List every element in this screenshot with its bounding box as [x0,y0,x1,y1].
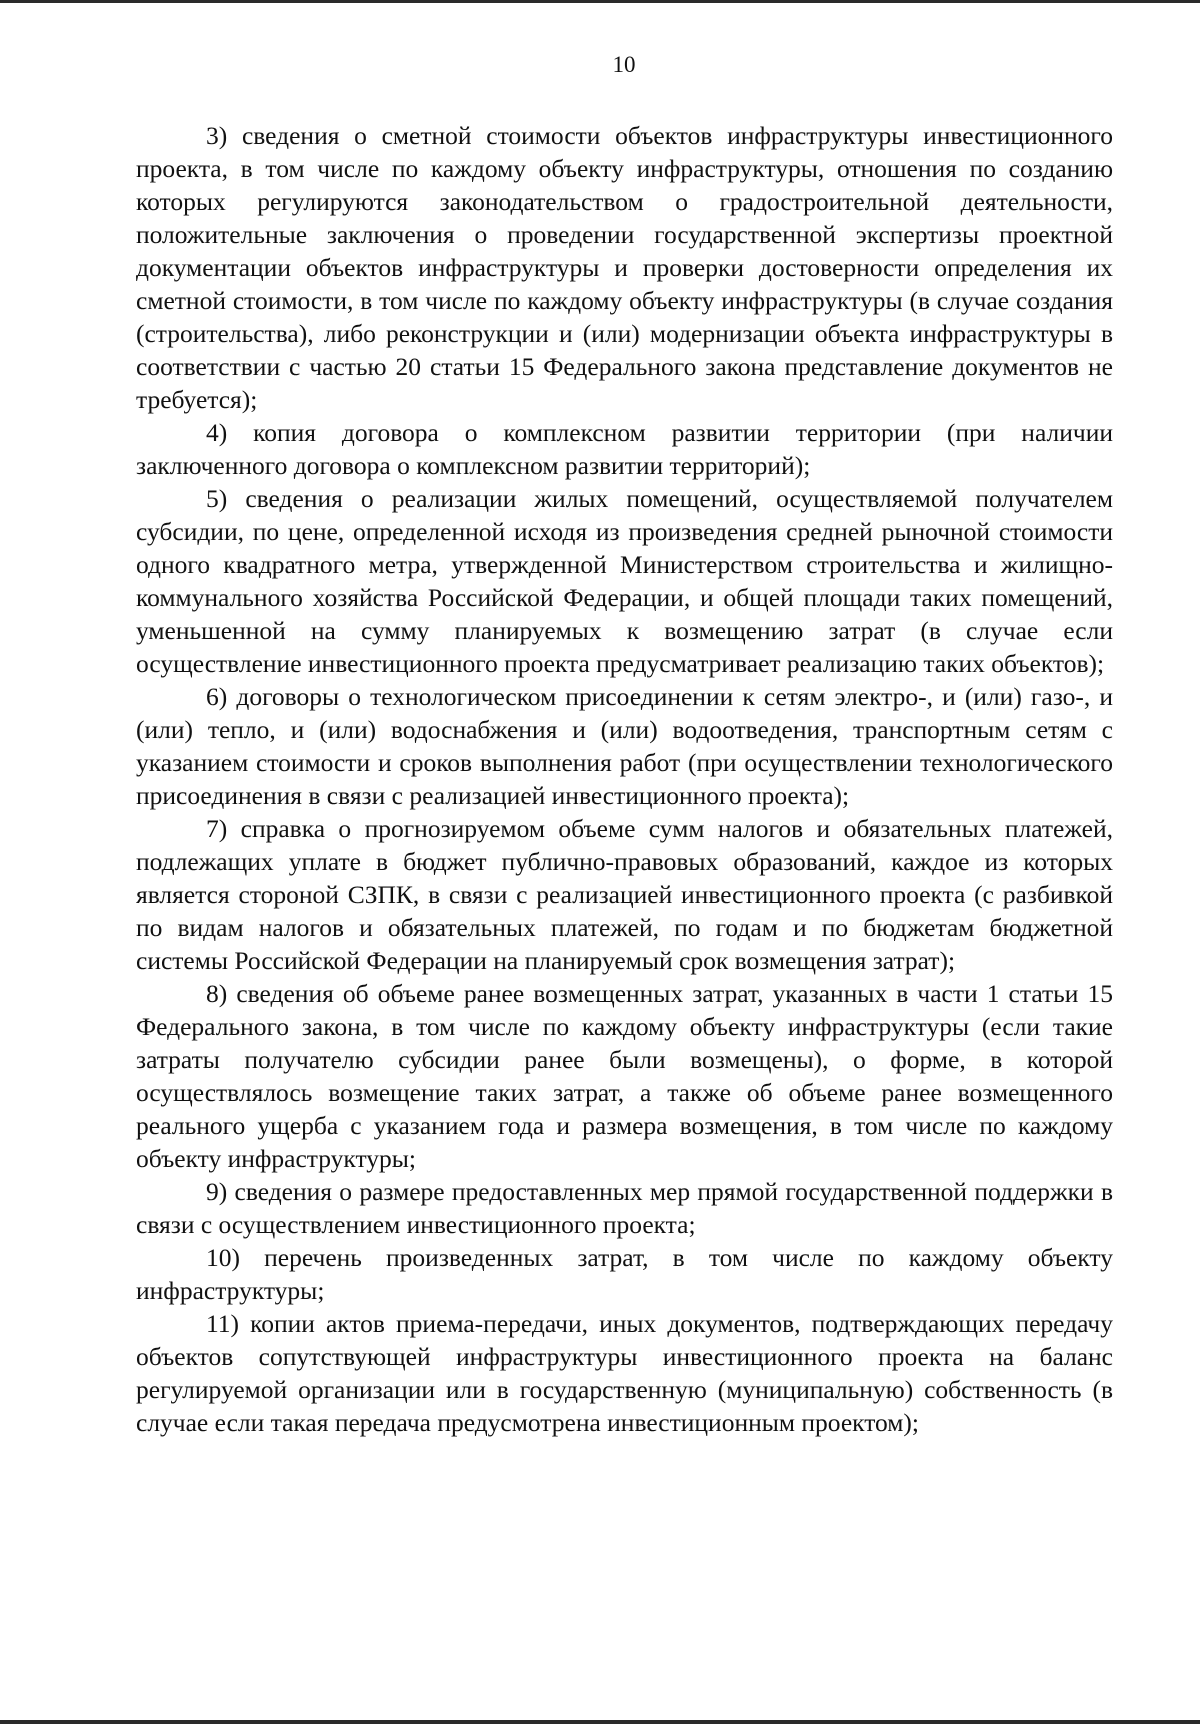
document-body [136,119,1113,1439]
list-item-9: 9) сведения о размере предоставленных мер прямой государственной поддержки в связи с осуществлением инвестиционного проекта; [136,1177,1113,1239]
scan-edge-bottom [0,1720,1200,1724]
list-item-7: 7) справка о прогнозируемом объеме сумм налогов и обязательных платежей, подлежащих уплате в бюджет публично-правовых образований, каждое из которых является стороной СЗПК, в связи с реализацией инвестиционного проекта (с разбивкой по видам налогов и обязательных платежей, по годам и по бюджетам бюджетной системы Российской Федерации на планируемый срок возмещения затрат); [136,814,1113,975]
list-item-5: 5) сведения о реализации жилых помещений, осуществляемой получателем субсидии, по цене, определенной исходя из произведения средней рыночной стоимости одного квадратного метра, утвержденной Министерством строительства и жилищно-коммунального хозяйства Российской Федерации, и общей площади таких помещений, уменьшенной на сумму планируемых к возмещению затрат (в случае если осуществление инвестиционного проекта предусматривает реализацию таких объектов); [136,484,1113,678]
list-item-11: 11) копии актов приема-передачи, иных документов, подтверждающих передачу объектов сопутствующей инфраструктуры инвестиционного проекта на баланс регулируемой организации или в государственную (муниципальную) собственность (в случае если такая передача предусмотрена инвестиционным проектом); [136,1309,1113,1437]
list-item-10: 10) перечень произведенных затрат, в том числе по каждому объекту инфраструктуры; [136,1243,1113,1305]
list-item-6: 6) договоры о технологическом присоединении к сетям электро-, и (или) газо-, и (или) тепло, и (или) водоснабжения и (или) водоотведения, транспортным сетям с указанием стоимости и сроков выполнения работ (при осуществлении технологического присоединения в связи с реализацией инвестиционного проекта); [136,682,1113,810]
list-item-3: 3) сведения о сметной стоимости объектов инфраструктуры инвестиционного проекта, в том числе по каждому объекту инфраструктуры, отношения по созданию которых регулируются законодательством о градостроительной деятельности, положительные заключения о проведении государственной экспертизы проектной документации объектов инфраструктуры и проверки достоверности определения их сметной стоимости, в том числе по каждому объекту инфраструктуры (в случае создания (строительства), либо реконструкции и (или) модернизации объекта инфраструктуры в соответствии с частью 20 статьи 15 Федерального закона представление документов не требуется); [136,121,1113,414]
list-item-8: 8) сведения об объеме ранее возмещенных затрат, указанных в части 1 статьи 15 Федерального закона, в том числе по каждому объекту инфраструктуры (если такие затраты получателю субсидии ранее были возмещены), о форме, в которой осуществлялось возмещение таких затрат, а также об объеме ранее возмещенного реального ущерба с указанием года и размера возмещения, в том числе по каждому объекту инфраструктуры; [136,979,1113,1173]
scan-edge-top [0,0,1200,3]
page-number: 10 [612,52,636,77]
list-item-4: 4) копия договора о комплексном развитии территории (при наличии заключенного договора о комплексном развитии территорий); [136,418,1113,480]
